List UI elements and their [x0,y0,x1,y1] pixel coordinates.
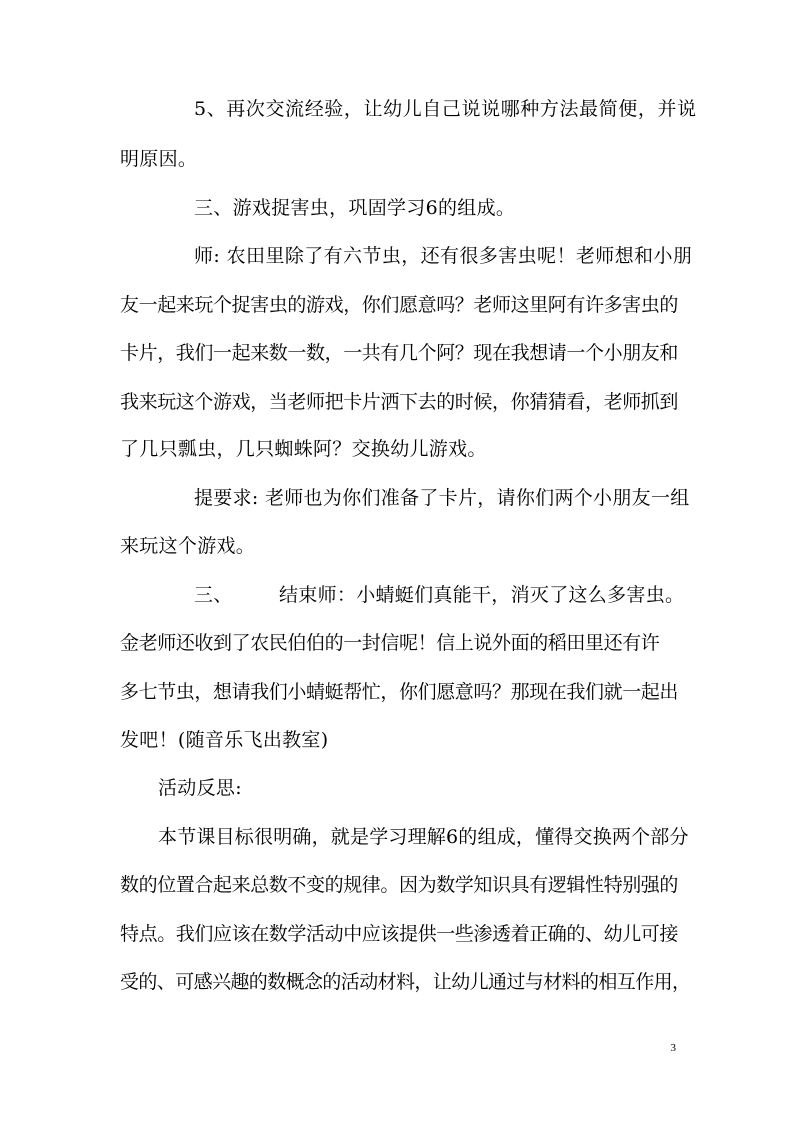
text-line-5: 友一起来玩个捉害虫的游戏，你们愿意吗？老师这里阿有许多害虫的 [120,294,679,316]
text-line-17: 特点。我们应该在数学活动中应该提供一些渗透着正确的、幼儿可接 [120,923,679,945]
text-line-9: 提要求: 老师也为你们准备了卡片，请你们两个小朋友一组 [194,487,690,509]
text-line-2: 明原因。 [120,148,198,170]
page-number: 3 [670,1042,676,1054]
text-line-3: 三、游戏捉害虫，巩固学习6的组成。 [194,197,516,219]
text-line-14: 发吧！(随音乐飞出教室) [120,729,329,751]
text-line-4: 师: 农田里除了有六节虫，还有很多害虫呢！老师想和小朋 [194,245,693,267]
text-line-11: 结束师：小蜻蜓们真能干，消灭了这么多害虫。 [279,584,685,606]
text-line-6: 卡片，我们一起来数一数，一共有几个阿？现在我想请一个小朋友和 [120,342,679,364]
reflection-heading: 活动反思: [158,777,242,799]
text-line-10: 来玩这个游戏。 [120,535,256,557]
text-line-8: 了几只瓢虫，几只蜘蛛阿？交换幼儿游戏。 [120,438,487,460]
text-line-15: 本节课目标很明确，就是学习理解6的组成，懂得交换两个部分 [158,826,689,848]
text-line-1: 5、再次交流经验，让幼儿自己说说哪种方法最简便，并说 [194,98,697,120]
text-line-13: 多七节虫，想请我们小蜻蜓帮忙，你们愿意吗？那现在我们就一起出 [120,681,679,703]
text-line-18: 受的、可感兴趣的数概念的活动材料，让幼儿通过与材料的相互作用， [120,971,691,993]
text-line-7: 我来玩这个游戏，当老师把卡片洒下去的时候，你猜猜看，老师抓到 [120,391,679,413]
text-line-12: 金老师还收到了农民伯伯的一封信呢！信上说外面的稻田里还有许 [120,632,660,654]
section-number: 三、 [194,584,233,606]
text-line-16: 数的位置合起来总数不变的规律。因为数学知识具有逻辑性特别强的 [120,874,679,896]
